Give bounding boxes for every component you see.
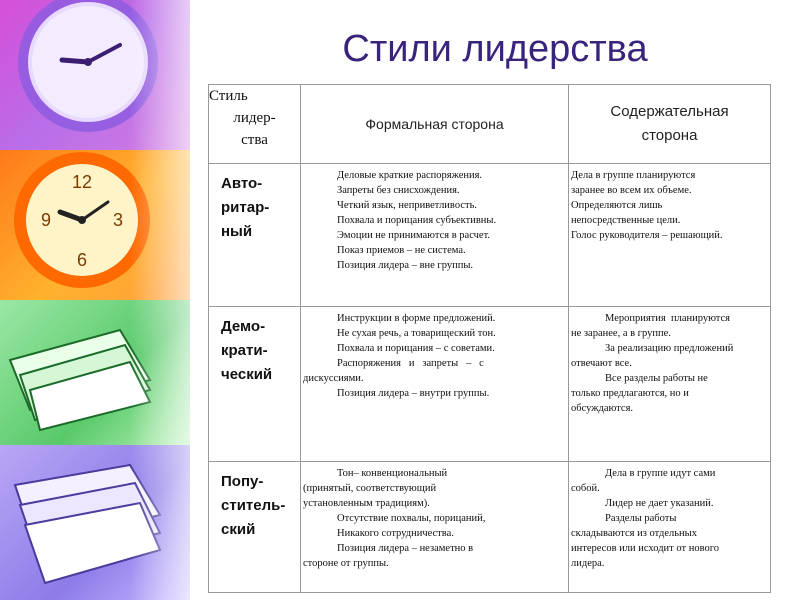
formal-line: Запреты без снисхождения. <box>337 185 460 196</box>
style-line: ный <box>221 223 253 240</box>
content-line: Разделы работы <box>605 513 677 524</box>
content-line: Определяются лишь <box>571 200 663 211</box>
header-formal: Формальная сторона <box>301 85 569 164</box>
content-line: Все разделы работы не <box>605 373 708 384</box>
svg-text:12: 12 <box>71 172 93 192</box>
formal-line: Эмоции не принимаются в расчет. <box>337 230 491 241</box>
content-line: собой. <box>571 483 600 494</box>
content-line: интересов или исходит от нового <box>571 543 719 554</box>
svg-text:6: 6 <box>76 250 88 270</box>
content-line: Лидер не дает указаний. <box>605 498 714 509</box>
header-content <box>569 85 771 164</box>
formal-cell-democratic <box>301 307 569 462</box>
header-style-line: ства <box>241 132 268 148</box>
style-cell-authoritarian <box>209 164 301 307</box>
style-line: ститель- <box>221 497 286 514</box>
table-header-row <box>209 85 771 164</box>
formal-line: Позиция лидера – вне группы. <box>337 260 474 271</box>
content-line: лидера. <box>571 558 605 569</box>
table-row <box>209 164 771 307</box>
content-line: непосредственные цели. <box>571 215 681 226</box>
formal-line: Отсутствие похвалы, порицаний, <box>337 513 486 524</box>
content-line: Мероприятия планируются <box>605 313 730 324</box>
slide-title: Стили лидерства <box>342 28 648 70</box>
header-content-line: сторона <box>641 127 698 144</box>
content-line: Голос руководителя – решающий. <box>571 230 723 241</box>
content-line: отвечают все. <box>571 358 632 369</box>
content-line: За реализацию предложений <box>605 343 734 354</box>
style-line: ритар- <box>221 199 270 216</box>
formal-line: установленным традициям). <box>303 498 430 509</box>
leadership-styles-table <box>208 84 771 593</box>
formal-line: Деловые краткие распоряжения. <box>337 170 483 181</box>
content-line: только предлагаются, но и <box>571 388 689 399</box>
style-line: ский <box>221 521 256 538</box>
formal-line: Похвала и порицания субъективны. <box>337 215 497 226</box>
formal-line: Тон– конвенциональный <box>337 468 448 479</box>
formal-line: Четкий язык, неприветливость. <box>337 200 477 211</box>
formal-line: Никакого сотрудничества. <box>337 528 454 539</box>
formal-line: Распоряжения и запреты – с <box>337 358 484 369</box>
content-line: складываются из отдельных <box>571 528 697 539</box>
content-line: обсуждаются. <box>571 403 634 414</box>
style-cell-democratic <box>209 307 301 462</box>
svg-text:9: 9 <box>40 210 52 230</box>
formal-line: Показ приемов – не система. <box>337 245 466 256</box>
style-line: крати- <box>221 342 268 359</box>
content-cell-permissive <box>569 462 771 593</box>
content-line: не заранее, а в группе. <box>571 328 671 339</box>
table-row <box>209 462 771 593</box>
content-cell-democratic <box>569 307 771 462</box>
formal-line: дискуссиями. <box>303 373 364 384</box>
svg-text:3: 3 <box>112 210 124 230</box>
decorative-image-strip <box>0 0 190 600</box>
table-row <box>209 307 771 462</box>
header-style-line: Стиль <box>209 88 248 104</box>
style-line: ческий <box>221 366 273 383</box>
header-style-line: лидер- <box>233 110 276 126</box>
style-line: Демо- <box>221 318 266 335</box>
formal-line: (принятый, соответствующий <box>303 483 437 494</box>
strip-fade <box>130 0 190 600</box>
header-style <box>209 85 301 164</box>
formal-line: Позиция лидера – незаметно в <box>337 543 474 554</box>
formal-line: Инструкции в форме предложений. <box>337 313 496 324</box>
formal-line: стороне от группы. <box>303 558 389 569</box>
content-cell-authoritarian <box>569 164 771 307</box>
content-line: заранее во всем их объеме. <box>571 185 692 196</box>
style-line: Попу- <box>221 473 264 490</box>
formal-line: Позиция лидера – внутри группы. <box>337 388 490 399</box>
header-content-line: Содержательная <box>610 103 729 120</box>
content-line: Дела в группе планируются <box>571 170 696 181</box>
style-cell-permissive <box>209 462 301 593</box>
style-line: Авто- <box>221 175 263 192</box>
formal-line: Похвала и порицания – с советами. <box>337 343 495 354</box>
formal-line: Не сухая речь, а товарищеский тон. <box>337 328 496 339</box>
formal-cell-authoritarian <box>301 164 569 307</box>
content-line: Дела в группе идут сами <box>605 468 716 479</box>
formal-cell-permissive <box>301 462 569 593</box>
